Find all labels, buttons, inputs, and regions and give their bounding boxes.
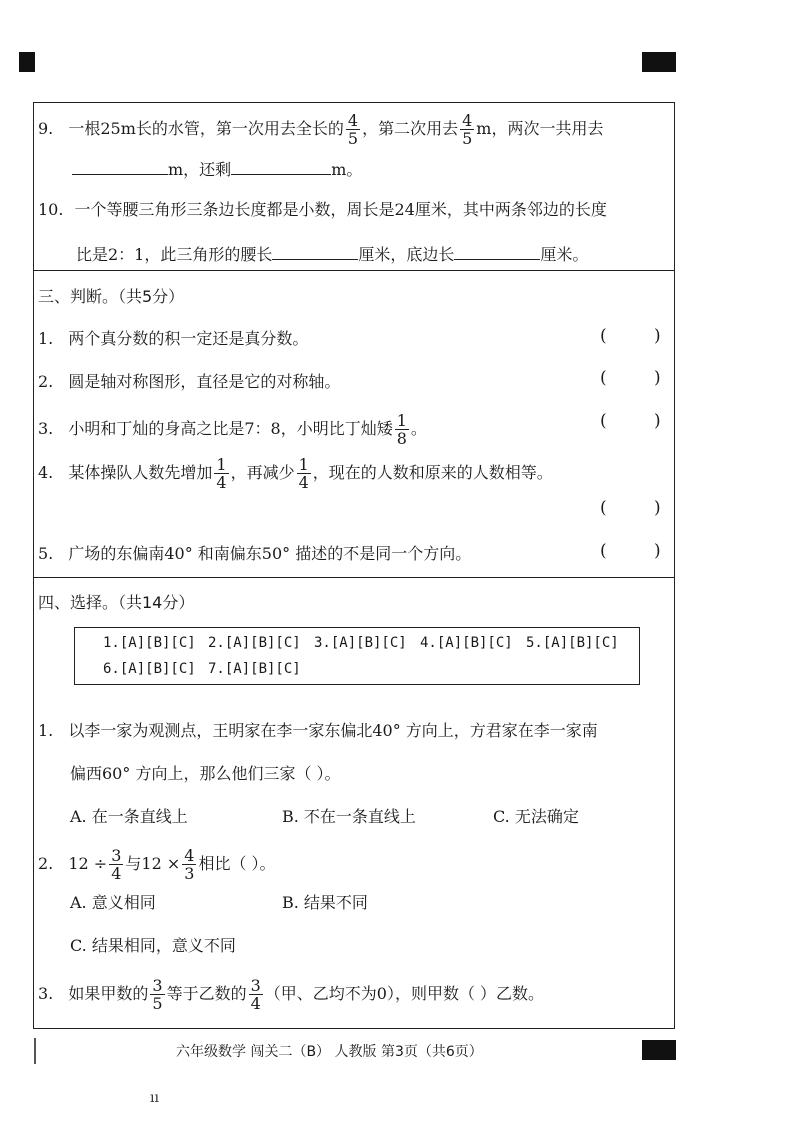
judge-3-text-a: 小明和丁灿的身高之比是7：8，小明比丁灿矮: [68, 419, 393, 438]
judge-3-paren-open[interactable]: (: [600, 411, 607, 431]
section3-title: 三、判断。（共5分）: [38, 287, 185, 306]
choice-1-text-2: 偏西60° 方向上，那么他们三家（ ）。: [70, 764, 341, 783]
q9-text-b: ，第二次用去: [362, 119, 459, 138]
choice-3-fraction-2: $\frac{3}{4}$: [250, 976, 261, 1013]
judge-1-paren-open[interactable]: (: [600, 326, 607, 346]
q9-fraction-1: $\frac{4}{5}$: [347, 111, 359, 148]
divider-before-section4: [33, 577, 675, 578]
judge-2-paren-close: ): [654, 368, 661, 388]
choice-2-number: 2.: [38, 854, 54, 873]
judge-item-4: [38, 456, 553, 491]
q10-number: 10.: [38, 200, 64, 219]
judge-4-number: 4.: [38, 463, 54, 482]
choice-3-text-b: 等于乙数的: [166, 984, 247, 1003]
answer-sheet-item[interactable]: 3.[A][B][C]: [314, 635, 407, 651]
choice-2-stem: [38, 847, 276, 882]
divider-before-section3: [33, 270, 675, 271]
q10-text-2a: 比是2：1，此三角形的腰长: [76, 245, 273, 264]
choice-2-fraction-2: $\frac{4}{3}$: [184, 846, 195, 883]
choice-3-stem: [38, 977, 544, 1012]
q9-line1: [38, 112, 603, 147]
choice-1-text-1: 以李一家为观测点，王明家在李一家东偏北40° 方向上，方君家在李一家南: [68, 721, 598, 740]
stray-scan-mark: ıı: [150, 1090, 159, 1106]
judge-5-text: 广场的东偏南40° 和南偏东50° 描述的不是同一个方向。: [68, 544, 472, 563]
judge-5-paren-open[interactable]: (: [600, 541, 607, 561]
choice-1-line2: [70, 762, 341, 786]
registration-mark-top-right: [642, 52, 676, 72]
q9-unit-2: m。: [331, 160, 363, 179]
registration-mark-top-left: [19, 52, 35, 72]
judge-item-1: [38, 327, 308, 351]
q9-line2: [72, 156, 362, 182]
choice-2-text-b: 与12 ×: [125, 854, 181, 873]
judge-3-text-b: 。: [410, 419, 427, 438]
q9-answer-blank-1[interactable]: [72, 156, 168, 175]
judge-4-text-a: 某体操队人数先增加: [68, 463, 213, 482]
choice-1-option-c[interactable]: C. 无法确定: [493, 807, 579, 826]
judge-1-number: 1.: [38, 329, 54, 348]
answer-sheet-item[interactable]: 7.[A][B][C]: [208, 661, 301, 677]
registration-mark-bottom-right: [642, 1040, 676, 1060]
choice-3-text-a: 如果甲数的: [68, 984, 149, 1003]
judge-item-2: [38, 370, 340, 394]
q9-number: 9.: [38, 119, 54, 138]
choice-1-option-a[interactable]: A. 在一条直线上: [70, 807, 188, 826]
answer-sheet-box: [74, 627, 640, 685]
section4-title: 四、选择。（共14分）: [38, 593, 195, 612]
choice-2-text-a: 12 ÷: [68, 854, 108, 873]
judge-1-text: 两个真分数的积一定还是真分数。: [68, 329, 309, 348]
q9-unit-1: m，还剩: [168, 160, 232, 179]
q10-line1: [38, 198, 607, 222]
q9-text-c: m，两次一共用去: [476, 119, 604, 138]
answer-sheet-item[interactable]: 1.[A][B][C]: [103, 635, 196, 651]
choice-3-fraction-1: $\frac{3}{5}$: [152, 976, 163, 1013]
choice-1-option-b[interactable]: B. 不在一条直线上: [282, 807, 416, 826]
q10-text-2b: 厘米，底边长: [358, 245, 455, 264]
q10-answer-blank-1[interactable]: [272, 241, 358, 260]
page-footer: 六年级数学 闯关二（B） 人教版 第3页（共6页）: [176, 1044, 483, 1060]
scan-edge-line: [34, 1038, 36, 1064]
choice-3-text-c: （甲、乙均不为0），则甲数（ ）乙数。: [264, 984, 545, 1003]
choice-2-option-a[interactable]: A. 意义相同: [70, 893, 156, 912]
judge-4-paren-open[interactable]: (: [600, 498, 607, 518]
judge-2-paren-open[interactable]: (: [600, 368, 607, 388]
judge-4-fraction-2: $\frac{1}{4}$: [298, 455, 309, 492]
judge-1-paren-close: ): [654, 326, 661, 346]
choice-2-text-c: 相比（ ）。: [198, 854, 276, 873]
answer-sheet-item[interactable]: 2.[A][B][C]: [208, 635, 301, 651]
q9-text-a: 一根25m长的水管，第一次用去全长的: [68, 119, 344, 138]
judge-4-paren-close: ): [654, 498, 661, 518]
judge-3-number: 3.: [38, 419, 54, 438]
judge-item-3: [38, 412, 427, 447]
judge-4-text-b: ，再减少: [230, 463, 295, 482]
answer-sheet-item[interactable]: 4.[A][B][C]: [420, 635, 513, 651]
choice-2-option-c[interactable]: C. 结果相同，意义不同: [70, 936, 236, 955]
q9-fraction-2: $\frac{4}{5}$: [462, 111, 473, 148]
q10-text-1: 一个等腰三角形三条边长度都是小数，周长是24厘米，其中两条邻边的长度: [74, 200, 607, 219]
judge-3-paren-close: ): [654, 411, 661, 431]
q10-line2: [76, 241, 588, 267]
judge-2-text: 圆是轴对称图形，直径是它的对称轴。: [68, 372, 341, 391]
judge-item-5: [38, 542, 471, 566]
q10-answer-blank-2[interactable]: [454, 241, 540, 260]
choice-3-number: 3.: [38, 984, 54, 1003]
judge-4-text-c: ，现在的人数和原来的人数相等。: [312, 463, 553, 482]
judge-4-fraction-1: $\frac{1}{4}$: [216, 455, 227, 492]
choice-1-number: 1.: [38, 721, 54, 740]
judge-3-fraction: $\frac{1}{8}$: [396, 411, 407, 448]
q9-answer-blank-2[interactable]: [231, 156, 331, 175]
judge-2-number: 2.: [38, 372, 54, 391]
answer-sheet-item[interactable]: 6.[A][B][C]: [103, 661, 196, 677]
choice-2-option-b[interactable]: B. 结果不同: [282, 893, 368, 912]
answer-sheet-item[interactable]: 5.[A][B][C]: [526, 635, 619, 651]
judge-5-paren-close: ): [654, 541, 661, 561]
choice-1-line1: [38, 719, 598, 743]
choice-2-fraction-1: $\frac{3}{4}$: [111, 846, 122, 883]
judge-5-number: 5.: [38, 544, 54, 563]
q10-text-2c: 厘米。: [540, 245, 589, 264]
